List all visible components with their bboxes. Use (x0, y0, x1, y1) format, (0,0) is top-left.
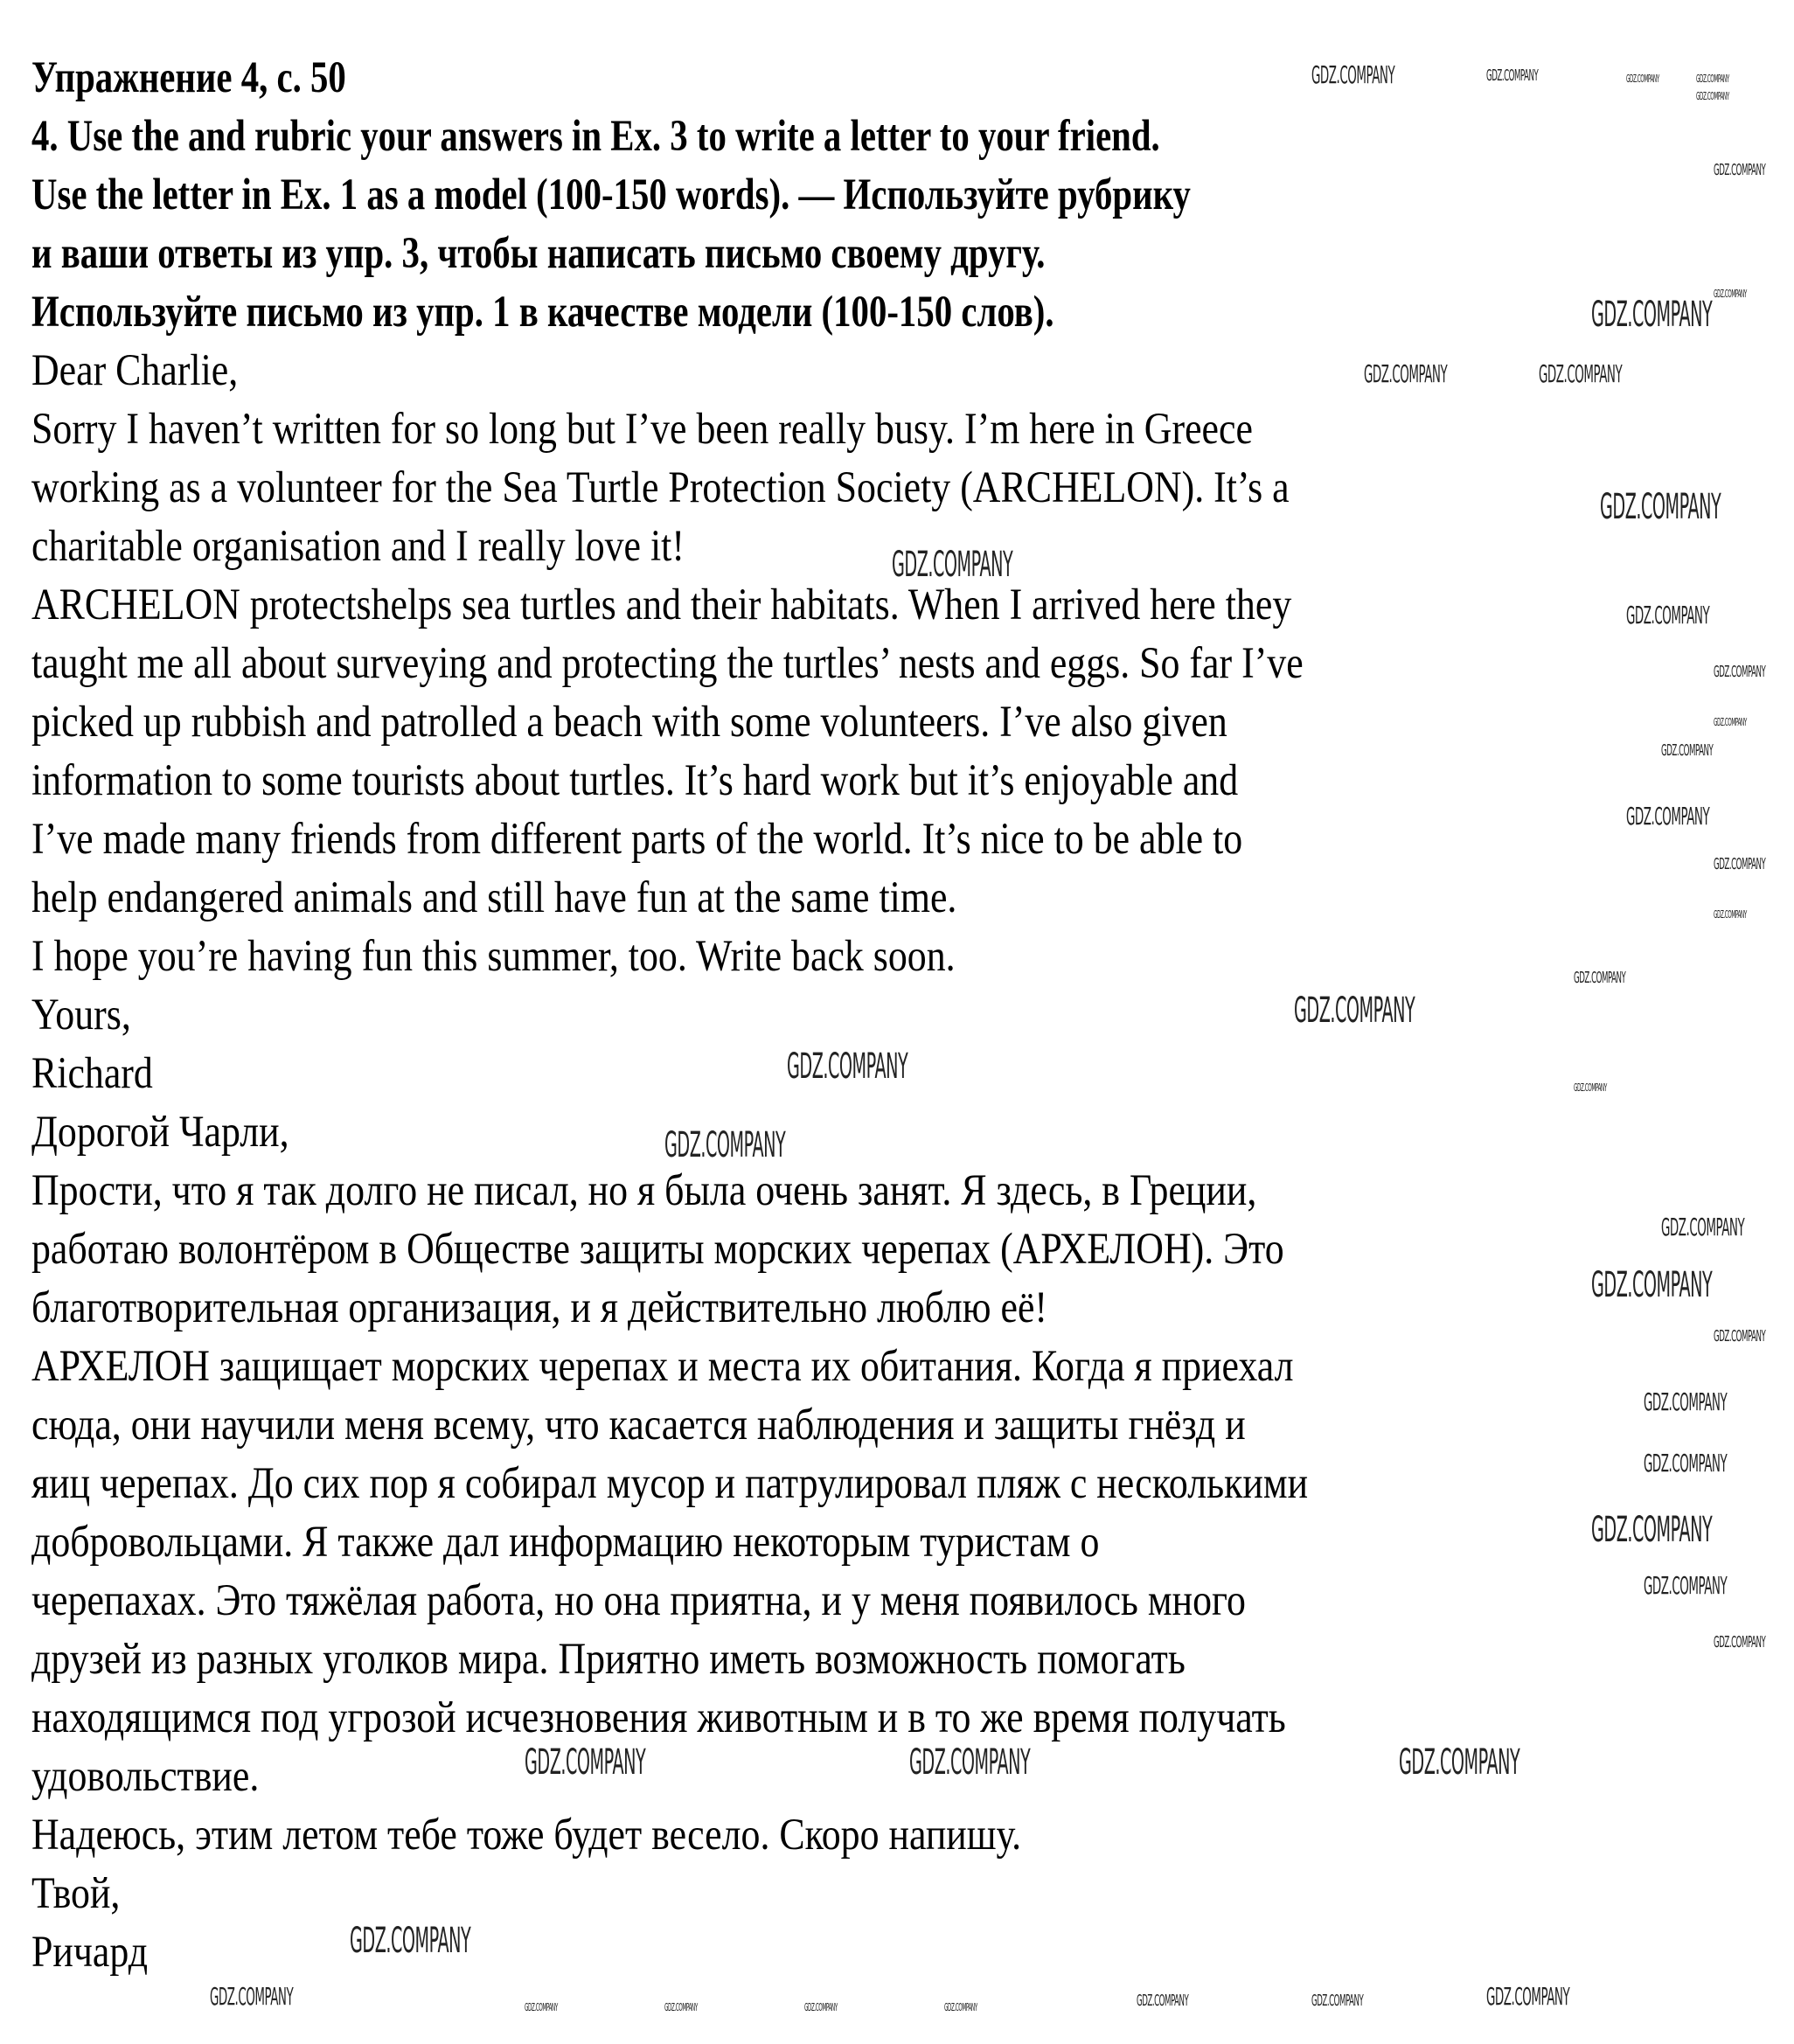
exercise-heading-block (31, 49, 1780, 342)
letter-line: находящимся под угрозой исчезновения животным и в то же время получать (31, 1693, 1286, 1742)
watermark: GDZ.COMPANY (210, 1982, 294, 2011)
watermark: GDZ.COMPANY (1714, 288, 1747, 300)
watermark: GDZ.COMPANY (1311, 1992, 1364, 2010)
watermark: GDZ.COMPANY (1626, 601, 1710, 629)
letter-line: черепахах. Это тяжёлая работа, но она приятна, и у меня появилось много (31, 1576, 1246, 1625)
watermark: GDZ.COMPANY (1714, 663, 1766, 681)
watermark: GDZ.COMPANY (1696, 73, 1729, 85)
document-page (31, 49, 1780, 1982)
watermark: GDZ.COMPANY (350, 1921, 471, 1961)
watermark: GDZ.COMPANY (1294, 991, 1415, 1031)
letter-line: удовольствие. (31, 1752, 260, 1801)
watermark: GDZ.COMPANY (1591, 1265, 1713, 1305)
task-line: 4. Use the and rubric your answers in Ex. 3 to write a letter to your friend. (31, 112, 1160, 161)
english-letter (31, 342, 1780, 1103)
watermark: GDZ.COMPANY (944, 2001, 977, 2013)
exercise-heading: Упражнение 4, с. 50 (31, 53, 346, 102)
letter-line: working as a volunteer for the Sea Turtle Protection Society (ARCHELON). It’s a (31, 463, 1290, 512)
watermark: GDZ.COMPANY (1486, 1982, 1570, 2011)
letter-line: Sorry I haven’t written for so long but I’ve been really busy. I’m here in Greece (31, 405, 1253, 454)
watermark: GDZ.COMPANY (1696, 90, 1729, 102)
letter-line: добровольцами. Я также дал информацию некоторым туристам о (31, 1518, 1100, 1567)
letter-line: information to some tourists about turtles. It’s hard work but it’s enjoyable and (31, 756, 1239, 805)
letter-signature: Ричард (31, 1928, 149, 1977)
watermark: GDZ.COMPANY (1137, 1992, 1189, 2010)
task-line: Use the letter in Ex. 1 as a model (100-150 words). — Используйте рубрику (31, 170, 1191, 219)
letter-line: picked up rubbish and patrolled a beach with some volunteers. I’ve also given (31, 698, 1227, 747)
task-line: Используйте письмо из упр. 1 в качестве модели (100-150 слов). (31, 288, 1054, 337)
watermark: GDZ.COMPANY (525, 1742, 646, 1783)
watermark: GDZ.COMPANY (1574, 969, 1626, 987)
watermark: GDZ.COMPANY (1714, 855, 1766, 873)
letter-greeting: Dear Charlie, (31, 346, 239, 395)
letter-line: I hope you’re having fun this summer, too. Write back soon. (31, 932, 956, 981)
task-line: и ваши ответы из упр. 3, чтобы написать письмо своему другу. (31, 229, 1046, 278)
letter-line: help endangered animals and still have fun at the same time. (31, 873, 957, 922)
letter-line: taught me all about surveying and protecting the turtles’ nests and eggs. So far I’ve (31, 639, 1304, 688)
letter-line: друзей из разных уголков мира. Приятно иметь возможность помогать (31, 1635, 1186, 1684)
watermark: GDZ.COMPANY (1574, 1081, 1607, 1094)
watermark: GDZ.COMPANY (1714, 908, 1747, 921)
watermark: GDZ.COMPANY (664, 2001, 698, 2013)
russian-letter (31, 1103, 1780, 1982)
letter-closing: Твой, (31, 1869, 121, 1918)
watermark: GDZ.COMPANY (1600, 487, 1721, 527)
watermark: GDZ.COMPANY (1626, 802, 1710, 831)
watermark: GDZ.COMPANY (1714, 1633, 1766, 1651)
watermark: GDZ.COMPANY (1626, 73, 1659, 85)
watermark: GDZ.COMPANY (1714, 161, 1766, 179)
watermark: GDZ.COMPANY (1539, 359, 1623, 388)
watermark: GDZ.COMPANY (787, 1046, 908, 1087)
letter-line: работаю волонтёром в Обществе защиты морских черепах (АРХЕЛОН). Это (31, 1225, 1284, 1274)
watermark: GDZ.COMPANY (1364, 359, 1448, 388)
letter-line: ARCHELON protectshelps sea turtles and their habitats. When I arrived here they (31, 581, 1292, 629)
watermark: GDZ.COMPANY (1644, 1387, 1728, 1416)
letter-line: АРХЕЛОН защищает морских черепах и места их обитания. Когда я приехал (31, 1342, 1294, 1391)
letter-line: Прости, что я так долго не писал, но я была очень занят. Я здесь, в Греции, (31, 1166, 1257, 1215)
letter-line: I’ve made many friends from different parts of the world. It’s nice to be able to (31, 815, 1243, 864)
watermark: GDZ.COMPANY (1714, 1327, 1766, 1345)
watermark: GDZ.COMPANY (1591, 295, 1713, 335)
watermark: GDZ.COMPANY (1661, 1213, 1745, 1241)
watermark: GDZ.COMPANY (892, 545, 1013, 585)
letter-line: charitable organisation and I really love it! (31, 522, 685, 571)
watermark: GDZ.COMPANY (1399, 1742, 1520, 1783)
watermark: GDZ.COMPANY (1591, 1510, 1713, 1550)
watermark: GDZ.COMPANY (1644, 1449, 1728, 1477)
watermark: GDZ.COMPANY (804, 2001, 838, 2013)
letter-line: благотворительная организация, и я действительно люблю её! (31, 1283, 1048, 1332)
watermark: GDZ.COMPANY (909, 1742, 1031, 1783)
letter-greeting: Дорогой Чарли, (31, 1108, 289, 1157)
watermark: GDZ.COMPANY (1661, 741, 1714, 760)
letter-line: яиц черепах. До сих пор я собирал мусор и патрулировал пляж с несколькими (31, 1459, 1309, 1508)
watermark: GDZ.COMPANY (1714, 716, 1747, 728)
letter-line: сюда, они научили меня всему, что касается наблюдения и защиты гнёзд и (31, 1401, 1246, 1450)
watermark: GDZ.COMPANY (1486, 66, 1539, 85)
letter-line: Надеюсь, этим летом тебе тоже будет весело. Скоро напишу. (31, 1811, 1022, 1860)
letter-signature: Richard (31, 1049, 153, 1098)
letter-closing: Yours, (31, 991, 131, 1039)
watermark: GDZ.COMPANY (1644, 1571, 1728, 1600)
watermark: GDZ.COMPANY (525, 2001, 558, 2013)
watermark: GDZ.COMPANY (664, 1125, 786, 1165)
watermark: GDZ.COMPANY (1311, 60, 1395, 89)
